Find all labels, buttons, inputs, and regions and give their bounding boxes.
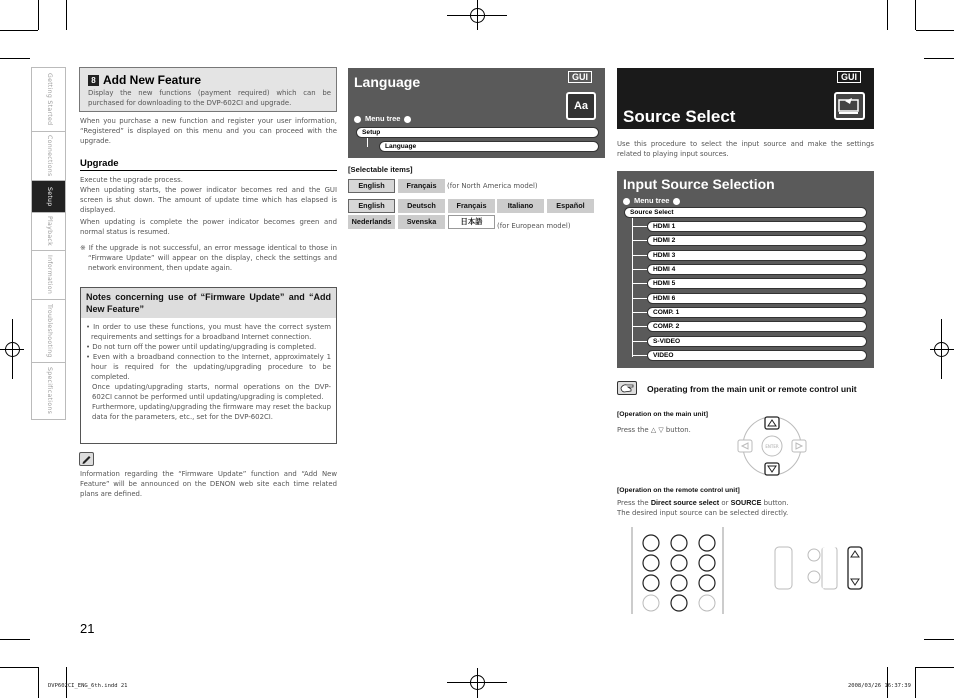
- menu-tree-label: Menu tree: [354, 114, 411, 125]
- main-unit-heading: [Operation on the main unit]: [617, 411, 708, 418]
- lang-option-espanol[interactable]: Español: [547, 199, 594, 213]
- notes-heading: Notes concerning use of “Firmware Update” and “Add New Feature”: [81, 288, 336, 318]
- lang-option-italiano[interactable]: Italiano: [497, 199, 544, 213]
- lang-option-deutsch[interactable]: Deutsch: [398, 199, 445, 213]
- lang-option-francais[interactable]: Français: [448, 199, 495, 213]
- tree-item-source[interactable]: S-VIDEO: [647, 336, 867, 347]
- gui-icon: GUI: [568, 71, 592, 83]
- footer-file: DVP602CI_ENG_6th.indd 21: [48, 683, 128, 689]
- lang-option-svenska[interactable]: Svenska: [398, 215, 445, 229]
- tree-connector: [632, 298, 647, 299]
- crop-mark: [0, 639, 30, 640]
- na-model-note: (for North America model): [447, 182, 538, 190]
- tree-item-source[interactable]: COMP. 2: [647, 321, 867, 332]
- tab-getting-started[interactable]: Getting Started: [32, 68, 65, 132]
- tab-information[interactable]: Information: [32, 251, 65, 300]
- source-select-title: Source Select: [623, 107, 736, 126]
- lang-option-english[interactable]: English: [348, 199, 395, 213]
- down-arrow-icon: ▽: [658, 426, 664, 434]
- tab-playback[interactable]: Playback: [32, 213, 65, 251]
- input-source-title: Input Source Selection: [623, 176, 775, 192]
- lang-option-japanese[interactable]: 日本語: [448, 215, 495, 229]
- crop-mark: [38, 667, 39, 698]
- tree-item-source[interactable]: VIDEO: [647, 350, 867, 361]
- bullet-icon: [673, 198, 680, 205]
- tree-connector: [632, 217, 633, 357]
- crop-mark: [916, 30, 954, 31]
- source-select-description: Use this procedure to select the input source and make the settings related to playing input sources.: [617, 140, 874, 158]
- svg-text:ENTER: ENTER: [765, 444, 779, 449]
- pencil-icon: [79, 452, 94, 466]
- tab-setup[interactable]: Setup: [32, 181, 65, 213]
- tree-item-source[interactable]: HDMI 6: [647, 293, 867, 304]
- crop-mark: [924, 58, 954, 59]
- tree-connector: [632, 312, 647, 313]
- note-item: Furthermore, updating/upgrading the firmware may reset the backup data for the parameters, etc., set for the DVP-602CI.: [92, 403, 331, 421]
- upgrade-text-1: Execute the upgrade process.: [80, 176, 183, 184]
- gui-icon: GUI: [837, 71, 861, 83]
- source-select-icon: [834, 92, 865, 120]
- remote-heading: [Operation on the remote control unit]: [617, 487, 740, 494]
- crop-mark: [924, 639, 954, 640]
- eu-model-note: (for European model): [497, 222, 571, 230]
- upgrade-text-3: When updating is complete the power indicator becomes green and normal status is resumed.: [80, 218, 337, 236]
- tree-connector: [632, 226, 647, 227]
- source-select-header: [617, 68, 874, 129]
- footer-date: 2008/03/26 16:37:39: [848, 683, 911, 689]
- registration-circle: [470, 675, 485, 690]
- menu-tree-label: Menu tree: [623, 196, 680, 207]
- tree-item-source[interactable]: HDMI 4: [647, 264, 867, 275]
- tree-item-language[interactable]: Language: [379, 141, 599, 152]
- section-tabs: [31, 67, 66, 420]
- tree-connector: [632, 269, 647, 270]
- bullet-icon: [354, 116, 361, 123]
- language-title: Language: [354, 74, 421, 90]
- tree-connector: [632, 326, 647, 327]
- tab-troubleshooting[interactable]: Troubleshooting: [32, 300, 65, 363]
- lang-option-nederlands[interactable]: Nederlands: [348, 215, 395, 229]
- remote-source-rocker-image: [766, 537, 866, 597]
- tree-item-source[interactable]: COMP. 1: [647, 307, 867, 318]
- tree-connector: [632, 283, 647, 284]
- tab-specifications[interactable]: Specifications: [45, 367, 53, 415]
- hand-icon: [617, 381, 637, 395]
- tree-connector: [367, 138, 368, 147]
- registration-paragraph: When you purchase a new function and register your user information, “Registered” is displayed on this menu and you can proceed with the upgrade.: [80, 117, 337, 145]
- remote-source-buttons-image: [629, 527, 726, 614]
- tree-item-source[interactable]: HDMI 3: [647, 250, 867, 261]
- tree-connector: [632, 341, 647, 342]
- bullet-icon: [404, 116, 411, 123]
- selectable-items-heading: [Selectable items]: [348, 165, 413, 174]
- tree-item-source[interactable]: HDMI 2: [647, 235, 867, 246]
- lang-option-francais-na[interactable]: Français: [398, 179, 445, 193]
- note-item: • Even with a broadband connection to the Internet, approximately 1 hour is required for the updating/upgrading procedure to be completed.: [86, 353, 331, 381]
- note-item: Once updating/upgrading starts, normal operations on the DVP-602CI cannot be performed until updating/upgrading is completed.: [92, 383, 331, 401]
- page-number: 21: [80, 621, 95, 636]
- crop-mark: [915, 667, 916, 698]
- add-new-feature-description: Display the new functions (payment required) which can be purchased for downloading to the DVP-602CI and upgrade.: [88, 89, 331, 107]
- crop-mark: [916, 667, 954, 668]
- crop-mark: [915, 0, 916, 30]
- upgrade-text-2: When updating starts, the power indicator becomes red and the GUI screen is shut down. The amount of update time which has elapsed is displayed.: [80, 186, 337, 214]
- tab-connections[interactable]: Connections: [32, 132, 65, 181]
- remote-text: Press the Direct source select or SOURCE button.: [617, 498, 789, 507]
- info-note: Information regarding the “Firmware Update” function and “Add New Feature” will be announced on the DENON web site each time related plans are defined.: [80, 470, 337, 498]
- bullet-icon: [623, 198, 630, 205]
- firmware-notes-box: [80, 287, 337, 444]
- section-number-badge: 8: [88, 75, 99, 86]
- crop-mark: [0, 58, 30, 59]
- crop-mark: [38, 0, 39, 30]
- crop-mark: [0, 30, 38, 31]
- registration-circle: [470, 8, 485, 23]
- main-unit-dpad: [735, 415, 809, 478]
- tree-item-setup[interactable]: Setup: [356, 127, 599, 138]
- lang-option-english-na[interactable]: English: [348, 179, 395, 193]
- note-item: • In order to use these functions, you must have the correct system requirements and settings for a broadband Internet connection.: [86, 323, 331, 341]
- upgrade-heading: Upgrade: [80, 157, 337, 171]
- registration-circle: [934, 342, 949, 357]
- tree-connector: [632, 255, 647, 256]
- note-item: • Do not turn off the power until updating/upgrading is completed.: [86, 343, 317, 351]
- crop-mark: [0, 667, 38, 668]
- tree-connector: [632, 240, 647, 241]
- registration-circle: [5, 342, 20, 357]
- add-new-feature-title: 8 Add New Feature: [88, 72, 201, 89]
- remote-text-2: The desired input source can be selected directly.: [617, 509, 789, 517]
- operating-heading: Operating from the main unit or remote control unit: [647, 384, 857, 394]
- crop-mark: [66, 0, 67, 30]
- crop-mark: [887, 0, 888, 30]
- add-new-feature-box: [79, 67, 337, 112]
- up-arrow-icon: △: [650, 426, 657, 434]
- tree-item-source-select[interactable]: Source Select: [624, 207, 867, 218]
- tree-item-source[interactable]: HDMI 1: [647, 221, 867, 232]
- upgrade-note: ※ If the upgrade is not successful, an error message identical to those in “Firmware Update” will appear on the display, check the settings and network environment, then update again.: [80, 244, 337, 272]
- tree-connector: [632, 355, 647, 356]
- main-unit-text: Press the △ ▽ button.: [617, 426, 691, 434]
- tree-item-source[interactable]: HDMI 5: [647, 278, 867, 289]
- language-aa-icon: Aa: [566, 92, 596, 120]
